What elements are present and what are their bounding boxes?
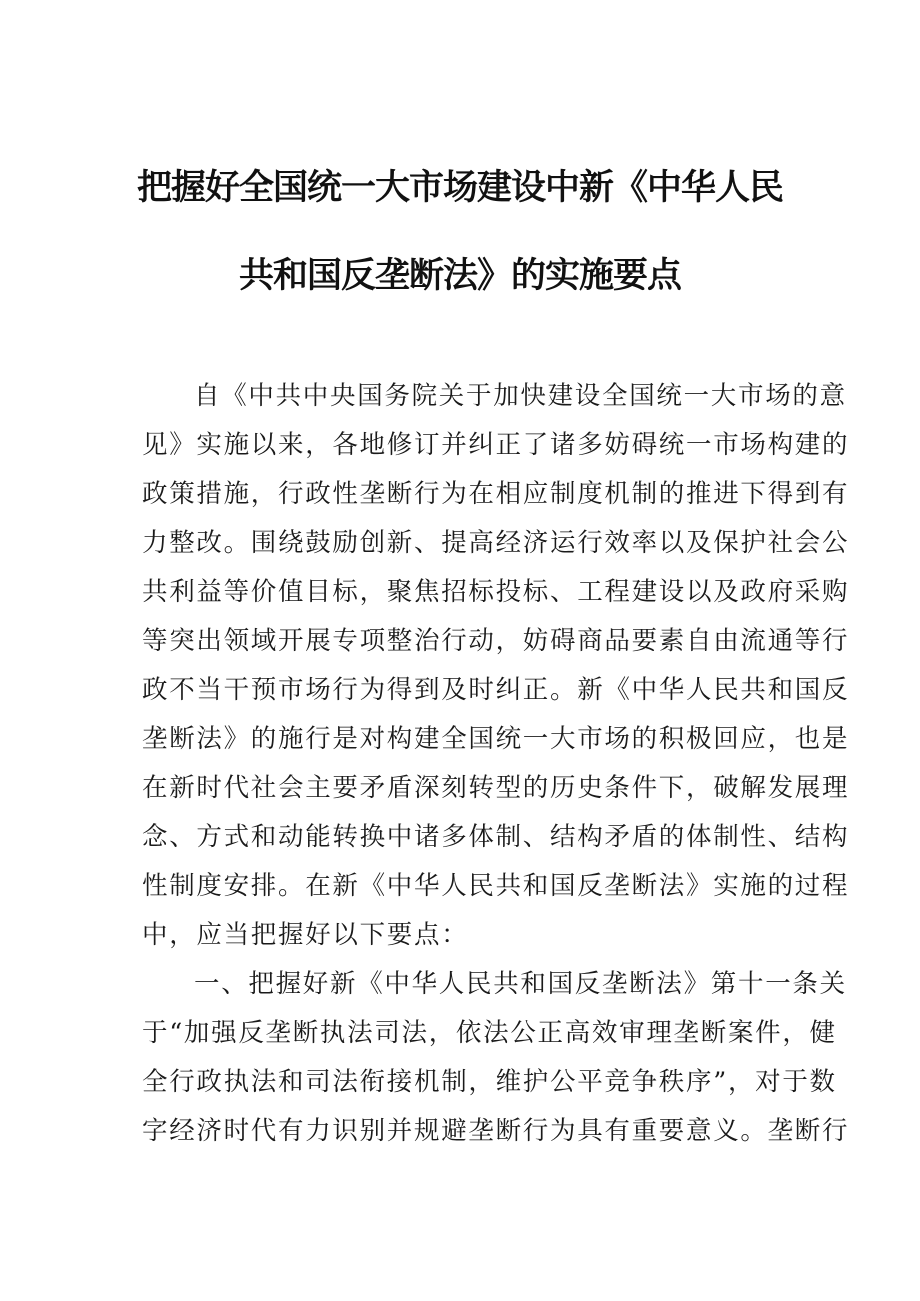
paragraph-line: 等突出领域开展专项整治行动，妨碍商品要素自由流通等行 [142,626,850,656]
paragraph-line: 共利益等价值目标，聚焦招标投标、工程建设以及政府采购 [142,577,850,607]
document-body [142,372,850,1156]
paragraph-line: 自《中共中央国务院关于加快建设全国统一大市场的意 [194,381,847,411]
document-title-line-1: 把握好全国统一大市场建设中新《中华人民 [136,168,783,208]
paragraph-line: 中，应当把握好以下要点： [142,920,469,950]
paragraph-line: 性制度安排。在新《中华人民共和国反垄断法》实施的过程 [142,871,850,901]
paragraph-line: 念、方式和动能转换中诸多体制、结构矛盾的体制性、结构 [142,822,850,852]
paragraph-1 [142,372,850,960]
paragraph-line: 字经济时代有力识别并规避垄断行为具有重要意义。垄断行 [142,1116,850,1146]
paragraph-line: 政策措施，行政性垄断行为在相应制度机制的推进下得到有 [142,479,850,509]
paragraph-line: 于“加强反垄断执法司法，依法公正高效审理垄断案件，健 [142,1018,837,1048]
paragraph-line: 全行政执法和司法衔接机制，维护公平竞争秩序”，对于数 [142,1067,837,1097]
document-title-line-2: 共和国反垄断法》的实施要点 [238,256,681,296]
paragraph-line: 一、把握好新《中华人民共和国反垄断法》第十一条关 [194,969,847,999]
paragraph-line: 垄断法》的施行是对构建全国统一大市场的积极回应，也是 [142,724,850,754]
paragraph-line: 见》实施以来，各地修订并纠正了诸多妨碍统一市场构建的 [142,430,850,460]
paragraph-line: 力整改。围绕鼓励创新、提高经济运行效率以及保护社会公 [142,528,850,558]
paragraph-line: 在新时代社会主要矛盾深刻转型的历史条件下，破解发展理 [142,773,850,803]
paragraph-2 [142,960,850,1156]
paragraph-line: 政不当干预市场行为得到及时纠正。新《中华人民共和国反 [142,675,850,705]
